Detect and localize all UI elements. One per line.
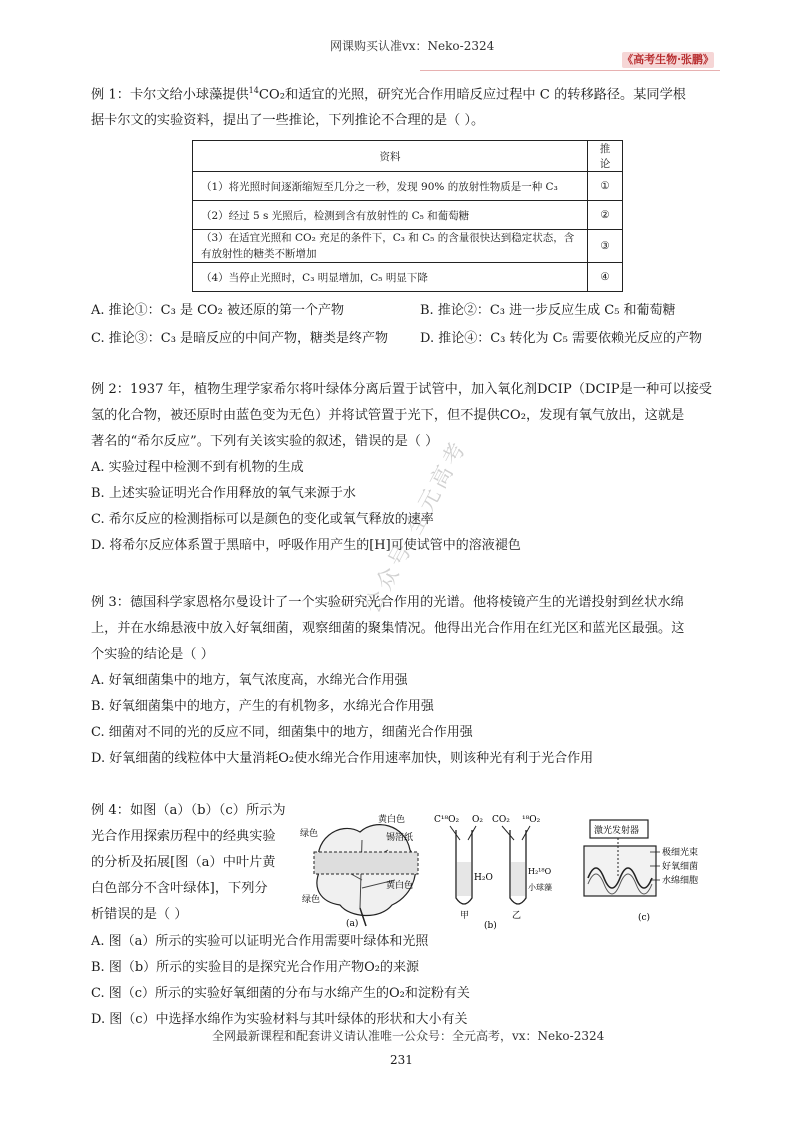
foil-strip [314,852,418,874]
table-cell: ③ [588,230,623,263]
ex2-option-b: B. 上述实验证明光合作用释放的氧气来源于水 [91,486,356,501]
fig-b-label-co2: CO₂ [492,815,510,825]
ex3-option-d: D. 好氧细菌的线粒体中大量消耗O₂使水绵光合作用速率加快，则该种光有利于光合作用 [91,751,594,766]
table-row [193,172,623,201]
ex1-line-1: 例 1：卡尔文给小球藻提供$^{14}$CO₂和适宜的光照，研究光合作用暗反应过程中 C 的转移路径。某同学根 [91,86,686,103]
ex1-option-b: B. 推论②：C₃ 进一步反应生成 C₅ 和葡萄糖 [420,303,676,318]
fig-a-label-foil: 锡箔纸 [386,833,414,843]
ex4-line-3: 的分析及拓展[图（a）中叶片黄 [91,855,276,870]
footer-note: 全网最新课程和配套讲义请认准唯一公众号：全元高考，vx：Neko-2324 [212,1029,605,1043]
fig-a-label-green-bottom: 绿色 [302,895,321,905]
ex2-option-c: C. 希尔反应的检测指标可以是颜色的变化或氧气释放的速率 [91,512,434,527]
example-4-stem [91,798,286,928]
page-number: 231 [390,1053,413,1067]
ex4-line-5: 析错误的是（ ） [91,907,188,922]
table-cell: （2）经过 5 s 光照后，检测到含有放射性的 C₅ 和葡萄糖 [193,201,588,230]
ex1-data-table [192,140,623,292]
fig-c-label-cell: 水绵细胞 [662,876,699,886]
table-cell: （3）在适宜光照和 CO₂ 充足的条件下，C₃ 和 C₅ 的含量很快达到稳定状态，含有放射性的糖类不断增加 [193,230,588,263]
ex1-option-d: D. 推论④：C₃ 转化为 C₅ 需要依赖光反应的产物 [420,331,702,346]
ex3-line-2: 上，并在水绵悬液中放入好氧细菌，观察细菌的聚集情况。他得出光合作用在红光区和蓝光区最强。这 [91,621,685,636]
table-row [193,201,623,230]
ex4-line-2: 光合作用探索历程中的经典实验 [91,829,276,844]
example-3 [91,590,721,772]
table-header-row [193,141,623,172]
table-row [193,230,623,263]
fig-b-water-jia: H₂O [474,873,493,883]
fig-c-caption: (c) [638,913,651,923]
fig-b-caption: (b) [484,921,497,930]
fig-a-label-yellow-bottom: 黄白色 [386,881,414,891]
ex1-line-2: 据卡尔文的实验资料，提出了一些推论，下列推论不合理的是（ ）。 [91,113,485,129]
ex4-options [91,929,470,1033]
example-1 [91,78,721,134]
ex4-option-d: D. 图（c）中选择水绵作为实验材料与其叶绿体的形状和大小有关 [91,1012,468,1027]
ex3-option-c: C. 细菌对不同的光的反应不同，细菌集中的地方，细菌光合作用强 [91,725,473,740]
table-cell: （4）当停止光照时，C₃ 明显增加，C₅ 明显下降 [193,263,588,292]
fig-b-algae: 小球藻 [528,883,552,892]
table-header-inference: 推论 [588,141,623,172]
fig-b-water-yi: H₂¹⁸O [528,867,552,876]
figure-a-leaf [300,810,430,930]
arrow-yi-in [502,826,514,840]
ex3-line-1: 例 3：德国科学家恩格尔曼设计了一个实验研究光合作用的光谱。他将棱镜产生的光谱投射到丝状水绵 [91,595,684,610]
fig-b-tube-jia: 甲 [460,911,470,921]
ex1-option-a: A. 推论①：C₃ 是 CO₂ 被还原的第一个产物 [91,303,345,318]
brand-tag: 《高考生物·张鹏》 [622,53,714,66]
table-cell: ④ [588,263,623,292]
table-header-material: 资料 [193,141,588,172]
table-cell: （1）将光照时间逐渐缩短至几分之一秒，发现 90% 的放射性物质是一种 C₃ [193,172,588,201]
header-top-text: 网课购买认准vx：Neko-2324 [330,39,495,53]
figure-c-laser [580,818,710,928]
fig-a-caption: (a) [346,919,359,929]
arrow-jia-in [450,826,460,840]
table-cell: ① [588,172,623,201]
ex1-option-c: C. 推论③：C₃ 是暗反应的中间产物，糖类是终产物 [91,331,389,346]
fig-b-label-o2: O₂ [472,815,483,825]
fig-a-label-yellow-top: 黄白色 [378,815,406,825]
ex4-option-b: B. 图（b）所示的实验目的是探究光合作用产物O₂的来源 [91,960,420,975]
ex2-line-3: 著名的“希尔反应”。下列有关该实验的叙述，错误的是（ ） [91,434,439,449]
ex3-line-3: 个实验的结论是（ ） [91,647,214,662]
fig-a-label-green-top: 绿色 [300,829,319,839]
ex2-line-1: 例 2：1937 年，植物生理学家希尔将叶绿体分离后置于试管中，加入氧化剂DCIP（DCIP是一种可以接受 [91,382,712,397]
table-row [193,263,623,292]
ex4-line-1: 例 4：如图（a）（b）（c）所示为 [91,803,286,818]
ex4-option-a: A. 图（a）所示的实验可以证明光合作用需要叶绿体和光照 [91,934,429,949]
ex4-line-4: 白色部分不含叶绿体]，下列分 [91,881,268,896]
ex2-line-2: 氢的化合物，被还原时由蓝色变为无色）并将试管置于光下，但不提供CO₂，发现有氧气放出，这就是 [91,408,685,423]
fig-b-tube-yi: 乙 [512,911,522,921]
tube-yi-water [511,862,525,896]
tube-jia-water [457,862,471,896]
brand-divider [420,70,720,71]
fig-c-label-beam: 极细光束 [662,848,699,858]
ex2-option-d: D. 将希尔反应体系置于黑暗中，呼吸作用产生的[H]可使试管中的溶液褪色 [91,538,521,553]
fig-c-device-label: 激光发射器 [594,826,640,836]
fig-b-label-18o2: ¹⁸O₂ [522,815,541,825]
diagonal-watermark: 公众号 全元高考 [359,435,473,618]
table-cell: ② [588,201,623,230]
fig-b-label-c18o2: C¹⁸O₂ [434,815,460,825]
ex2-option-a: A. 实验过程中检测不到有机物的生成 [91,460,304,475]
ex3-option-b: B. 好氧细菌集中的地方，产生的有机物多，水绵光合作用强 [91,699,434,714]
ex3-option-a: A. 好氧细菌集中的地方，氧气浓度高，水绵光合作用强 [91,673,408,688]
figure-b-tubes [432,810,552,930]
fig-c-label-bacteria: 好氧细菌 [662,862,699,872]
ex4-option-c: C. 图（c）所示的实验好氧细菌的分布与水绵产生的O₂和淀粉有关 [91,986,470,1001]
